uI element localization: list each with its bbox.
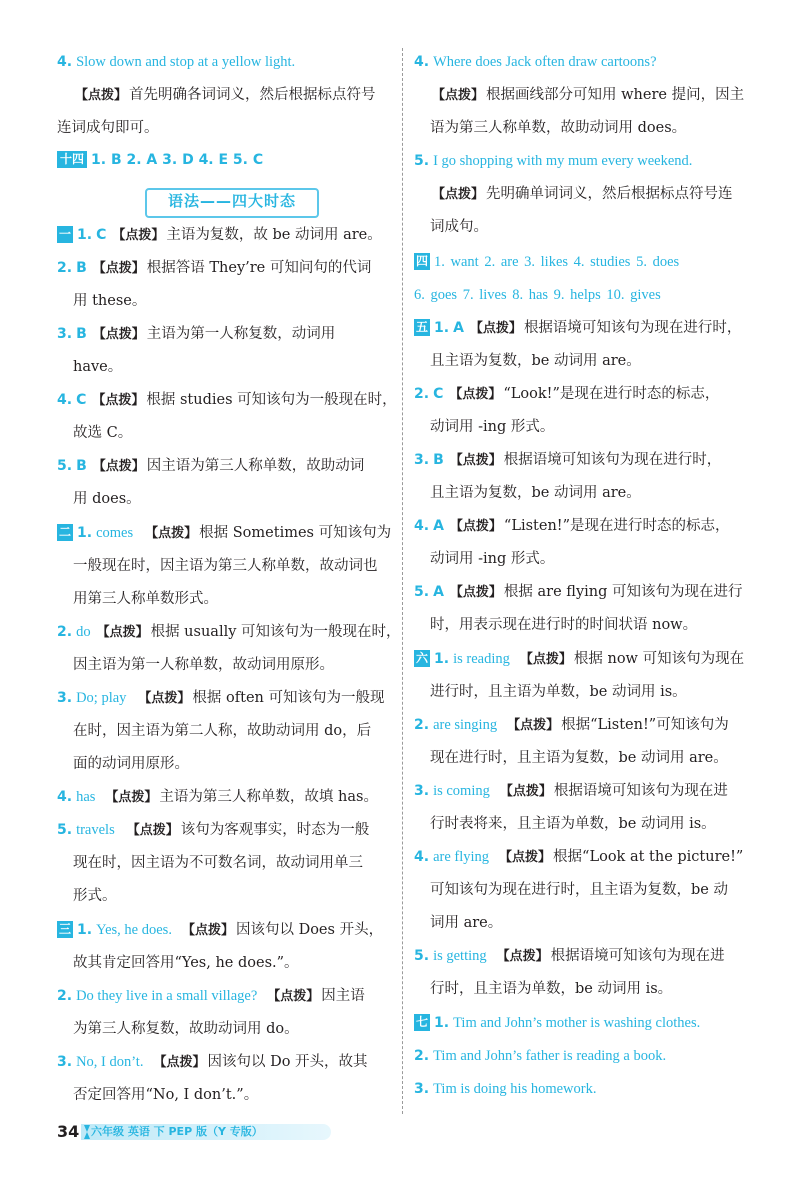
brand-mark-icon	[83, 1123, 91, 1141]
right-line-4: 5. I go shopping with my mum every weekend.	[414, 153, 693, 169]
left-line-8: 3. B 【点拨】 主语为第一人称复数，动词用	[57, 326, 336, 342]
right-line-29: 行时，且主语为单数，be 动词用 is。	[430, 981, 673, 997]
right-line-8: 6. goes 7. lives 8. has 9. helps 10. gives	[414, 287, 661, 303]
right-line-11: 2. C 【点拨】 “Look!”是现在进行时态的标志，	[414, 386, 720, 402]
right-line-25: 4. are flying 【点拨】 根据“Look at the picture!”	[414, 849, 744, 865]
right-line-30: 七 1. Tim and John’s mother is washing clothes.	[416, 1015, 701, 1031]
right-line-7: 四 1. want 2. are 3. likes 4. studies 5. does	[416, 254, 680, 270]
left-line-19: 3. Do; play 【点拨】 根据 often 可知该句为一般现	[57, 690, 385, 706]
page-footer	[57, 1120, 337, 1144]
right-line-31: 2. Tim and John’s father is reading a book.	[414, 1048, 667, 1064]
left-line-14: 二 1. comes 【点拨】 根据 Sometimes 可知该句为	[59, 525, 392, 541]
left-line-26: 三 1. Yes, he does. 【点拨】 因该句以 Does 开头，	[59, 922, 384, 938]
left-line-20: 在时，因主语为第二人称，故助动词用 do，后	[73, 723, 372, 739]
section-14-badge: 十四	[57, 151, 87, 168]
left-line-27: 故其肯定回答用“Yes, he does.”。	[73, 955, 299, 971]
section-3-badge: 三	[59, 922, 72, 936]
section-5-badge: 五	[416, 320, 429, 334]
left-line-1: 4. Slow down and stop at a yellow light.	[57, 54, 296, 70]
left-line-4: 十四 1. B 2. A 3. D 4. E 5. C	[57, 149, 267, 171]
left-line-7: 用 these。	[73, 293, 147, 309]
left-line-29: 为第三人称复数，故助动词用 do。	[73, 1021, 299, 1037]
left-line-11: 故选 C。	[73, 425, 133, 441]
left-line-2: 【点拨】 首先明确各词词义，然后根据标点符号	[75, 87, 376, 103]
section-7-badge: 七	[416, 1015, 429, 1029]
page-number: 34	[57, 1122, 80, 1141]
left-line-6: 2. B 【点拨】 根据答语 They’re 可知问句的代词	[57, 260, 372, 276]
left-line-24: 现在时，因主语为不可数名词，故动词用单三	[73, 855, 363, 871]
footer-book-title: 六年级 英语 下 PEP 版（Y 专版）	[91, 1125, 263, 1138]
section-2-badge: 二	[59, 525, 72, 539]
left-line-30: 3. No, I don’t. 【点拨】 因该句以 Do 开头，故其	[57, 1054, 368, 1070]
right-line-32: 3. Tim is doing his homework.	[414, 1081, 597, 1097]
right-line-3: 语为第三人称单数，故助动词用 does。	[430, 120, 687, 136]
left-line-10: 4. C 【点拨】 根据 studies 可知该句为一般现在时，	[57, 392, 397, 408]
left-line-28: 2. Do they live in a small village? 【点拨】 因主语	[57, 988, 365, 1004]
right-line-22: 现在进行时，且主语为复数，be 动词用 are。	[430, 750, 728, 766]
left-line-21: 面的动词用原形。	[73, 756, 189, 772]
left-line-17: 2. do 【点拨】 根据 usually 可知该句为一般现在时，	[57, 624, 401, 640]
right-line-28: 5. is getting 【点拨】 根据语境可知该句为现在进	[414, 948, 725, 964]
right-line-19: 六 1. is reading 【点拨】 根据 now 可知该句为现在	[416, 651, 745, 667]
right-line-12: 动词用 -ing 形式。	[430, 419, 555, 435]
right-line-27: 词用 are。	[430, 915, 503, 931]
left-line-18: 因主语为第一人称单数，故动词用原形。	[73, 657, 334, 673]
left-line-16: 用第三人称单数形式。	[73, 591, 218, 607]
left-line-9: have。	[73, 359, 123, 375]
right-line-14: 且主语为复数，be 动词用 are。	[430, 485, 641, 501]
right-line-6: 词成句。	[430, 219, 488, 235]
right-line-20: 进行时，且主语为单数，be 动词用 is。	[430, 684, 687, 700]
right-line-23: 3. is coming 【点拨】 根据语境可知该句为现在进	[414, 783, 728, 799]
section-1-badge: 一	[59, 227, 72, 241]
right-line-1: 4. Where does Jack often draw cartoons?	[414, 54, 657, 70]
left-line-22: 4. has 【点拨】 主语为第三人称单数，故填 has。	[57, 789, 378, 805]
left-line-3: 连词成句即可。	[57, 120, 159, 136]
right-line-16: 动词用 -ing 形式。	[430, 551, 555, 567]
left-line-13: 用 does。	[73, 491, 141, 507]
right-line-26: 可知该句为现在进行时，且主语为复数，be 动	[430, 882, 728, 898]
section-4-badge: 四	[416, 254, 429, 268]
right-line-13: 3. B 【点拨】 根据语境可知该句为现在进行时，	[414, 452, 722, 468]
section-6-badge: 六	[416, 651, 429, 665]
right-line-15: 4. A 【点拨】 “Listen!”是现在进行时态的标志，	[414, 518, 730, 534]
left-line-25: 形式。	[73, 888, 117, 904]
right-line-18: 时，用表示现在进行时的时间状语 now。	[430, 617, 698, 633]
left-line-23: 5. travels 【点拨】 该句为客观事实，时态为一般	[57, 822, 370, 838]
right-line-2: 【点拨】 根据画线部分可知用 where 提问，因主	[432, 87, 745, 103]
right-line-9: 五 1. A 【点拨】 根据语境可知该句为现在进行时，	[416, 320, 742, 336]
right-line-10: 且主语为复数，be 动词用 are。	[430, 353, 641, 369]
left-line-12: 5. B 【点拨】 因主语为第三人称单数，故助动词	[57, 458, 365, 474]
right-line-24: 行时表将来，且主语为单数，be 动词用 is。	[430, 816, 716, 832]
right-line-21: 2. are singing 【点拨】 根据“Listen!”可知该句为	[414, 717, 729, 733]
left-line-31: 否定回答用“No, I don’t.”。	[73, 1087, 259, 1103]
grammar-section-title: 语法——四大时态	[145, 188, 319, 218]
left-line-15: 一般现在时，因主语为第三人称单数，故动词也	[73, 558, 378, 574]
left-line-5: 一 1. C 【点拨】 主语为复数，故 be 动词用 are。	[59, 227, 382, 243]
column-divider	[402, 48, 403, 1114]
right-line-17: 5. A 【点拨】 根据 are flying 可知该句为现在进行	[414, 584, 743, 600]
right-line-5: 【点拨】 先明确单词词义，然后根据标点符号连	[432, 186, 733, 202]
